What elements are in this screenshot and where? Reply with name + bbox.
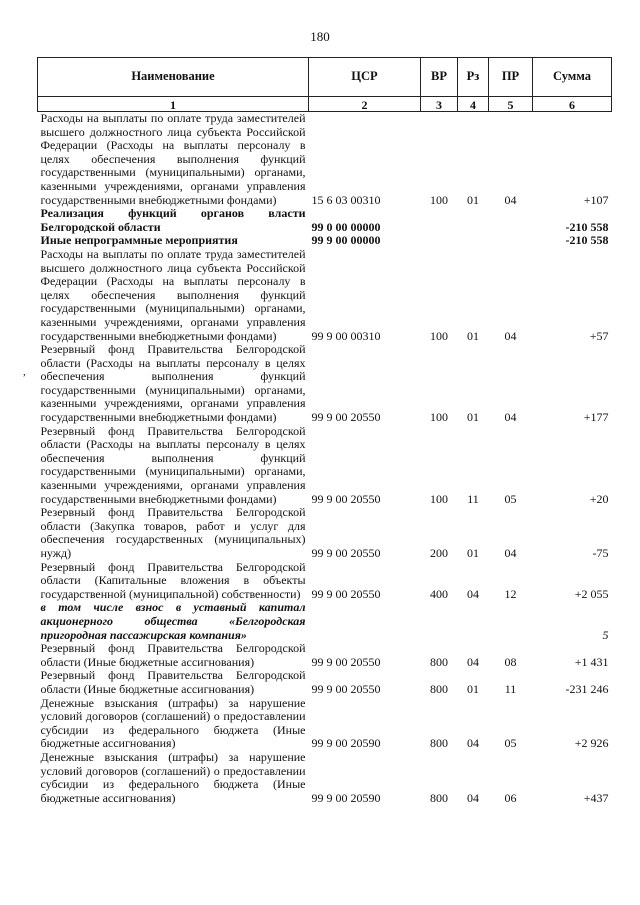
- budget-table: [37, 57, 612, 805]
- row-vr: 400: [430, 586, 448, 601]
- row-name: Резервный фонд Правительства Белгородской области (Расходы на выплаты персоналу в целях обеспечения выполнения функций государственными (муниципальными) органами, казенными учреждениями, органами управления государственными внебюджетными фондами): [40, 342, 306, 425]
- row-vr: 800: [430, 681, 448, 696]
- header-row: [38, 58, 612, 97]
- row-vr: [421, 601, 458, 642]
- row-name: Резервный фонд Правительства Белгородской области (Иные бюджетные ассигнования): [40, 668, 306, 696]
- column-number: 1: [38, 97, 309, 112]
- row-csr: 99 9 00 00000: [311, 233, 381, 248]
- column-number: 2: [309, 97, 421, 112]
- row-sum: -210 558: [565, 219, 609, 234]
- row-rz: 04: [467, 790, 479, 805]
- row-name: Резервный фонд Правительства Белгородской области (Расходы на выплаты персоналу в целях обеспечения выполнения функций государственными (муниципальными) органами, казенными учреждениями, органами управления государственными внебюджетными фондами): [40, 423, 306, 506]
- row-sum: +2 055: [574, 586, 609, 601]
- row-vr: 800: [430, 654, 448, 669]
- row-rz: 01: [467, 546, 479, 560]
- row-pr: 05: [504, 491, 517, 506]
- row-pr: 08: [504, 654, 517, 669]
- row-rz: 04: [467, 586, 479, 601]
- row-sum: -210 558: [565, 233, 609, 248]
- table-row: [38, 425, 612, 507]
- row-pr: [489, 234, 533, 248]
- row-csr: 99 9 00 20590: [311, 736, 381, 751]
- row-vr: [421, 234, 458, 248]
- row-vr: 100: [430, 328, 448, 343]
- row-rz: [458, 601, 489, 642]
- row-csr: 99 9 00 20550: [311, 681, 381, 696]
- row-sum: +1 431: [574, 654, 609, 669]
- table-row: [38, 112, 612, 208]
- row-sum: +107: [583, 192, 609, 207]
- row-sum: 5: [602, 627, 609, 642]
- table-row: [38, 669, 612, 696]
- row-vr: 800: [430, 736, 448, 751]
- row-vr: 100: [430, 192, 448, 207]
- row-rz: 04: [467, 654, 479, 669]
- row-csr: 15 6 03 00310: [311, 192, 381, 207]
- row-vr: 200: [430, 546, 448, 560]
- header-pr: ПР: [489, 58, 533, 97]
- row-csr: 99 9 00 20550: [311, 410, 381, 425]
- row-sum: +2 926: [574, 736, 609, 751]
- row-vr: 100: [430, 491, 448, 506]
- table-row: [38, 506, 612, 560]
- table-row: [38, 601, 612, 642]
- row-csr: 99 0 00 00000: [311, 219, 381, 234]
- column-number: 4: [458, 97, 489, 112]
- table-row: [38, 697, 612, 751]
- row-pr: 04: [504, 410, 517, 425]
- row-rz: 01: [467, 192, 479, 207]
- table-row: [38, 207, 612, 234]
- row-vr: [421, 207, 458, 234]
- column-number: 6: [533, 97, 612, 112]
- row-sum: -231 246: [565, 681, 609, 696]
- row-name: в том числе взнос в уставный капитал акционерного общества «Белгородская пригородная пассажирская компания»: [40, 600, 306, 642]
- row-sum: +177: [583, 410, 609, 425]
- row-csr: 99 9 00 20550: [311, 491, 381, 506]
- column-number-row: [38, 97, 612, 112]
- header-name: Наименование: [38, 58, 309, 97]
- row-pr: 04: [504, 546, 517, 560]
- row-rz: [458, 207, 489, 234]
- row-csr: 99 9 00 20550: [311, 546, 381, 560]
- row-pr: 11: [504, 681, 517, 696]
- row-name: Расходы на выплаты по оплате труда заместителей высшего должностного лица субъекта Российской Федерации (Расходы на выплаты персоналу в целях обеспечения выполнения функций государственными (муниципальными) органами, казенными учреждениями, органами управления государственными внебюджетными фондами): [40, 111, 306, 207]
- row-rz: 11: [467, 491, 479, 506]
- header-vr: ВР: [421, 58, 458, 97]
- row-sum: +437: [583, 790, 609, 805]
- stray-mark: ,: [23, 366, 26, 378]
- row-rz: [458, 234, 489, 248]
- table-row: [38, 343, 612, 425]
- row-rz: 04: [467, 736, 479, 751]
- column-number: 5: [489, 97, 533, 112]
- table-row: [38, 751, 612, 805]
- row-vr: 800: [430, 790, 448, 805]
- row-pr: [489, 207, 533, 234]
- table-row: [38, 642, 612, 669]
- table-row: [38, 248, 612, 343]
- row-pr: 04: [504, 328, 517, 343]
- row-name: Расходы на выплаты по оплате труда заместителей высшего должностного лица субъекта Российской Федерации (Расходы на выплаты персоналу в целях обеспечения выполнения функций государственными (муниципальными) органами, казенными учреждениями, органами управления государственными внебюджетными фондами): [40, 246, 306, 343]
- table-row: [38, 561, 612, 602]
- row-pr: [489, 601, 533, 642]
- row-name: Резервный фонд Правительства Белгородской области (Закупка товаров, работ и услуг для обеспечения государственных (муниципальных) нужд): [40, 505, 306, 560]
- row-sum: +57: [589, 328, 609, 343]
- row-csr: 99 9 00 20550: [311, 654, 381, 669]
- row-name: Иные непрограммные мероприятия: [40, 233, 238, 248]
- row-name: Резервный фонд Правительства Белгородской области (Капитальные вложения в объекты государственной (муниципальной) собственности): [40, 559, 306, 601]
- row-name: Реализация функций органов власти Белгородской области: [40, 206, 306, 234]
- row-name: Резервный фонд Правительства Белгородской области (Иные бюджетные ассигнования): [40, 641, 306, 669]
- row-csr: 99 9 00 20550: [311, 586, 381, 601]
- row-name: Денежные взыскания (штрафы) за нарушение условий договоров (соглашений) о предоставлении субсидии из федерального бюджета (Иные бюджетные ассигнования): [40, 749, 306, 805]
- row-pr: 04: [504, 192, 517, 207]
- table-row: [38, 234, 612, 248]
- row-sum: +20: [589, 491, 609, 506]
- header-rz: Рз: [458, 58, 489, 97]
- row-name: Денежные взыскания (штрафы) за нарушение условий договоров (соглашений) о предоставлении субсидии из федерального бюджета (Иные бюджетные ассигнования): [40, 695, 306, 751]
- column-number: 3: [421, 97, 458, 112]
- row-csr: [309, 601, 421, 642]
- row-rz: 01: [467, 681, 479, 696]
- row-rz: 01: [467, 410, 479, 425]
- row-csr: 99 9 00 00310: [311, 328, 381, 343]
- header-sum: Сумма: [533, 58, 612, 97]
- row-sum: -75: [592, 546, 609, 560]
- row-vr: 100: [430, 410, 448, 425]
- row-rz: 01: [467, 328, 479, 343]
- row-pr: 05: [504, 736, 517, 751]
- header-csr: ЦСР: [309, 58, 421, 97]
- row-pr: 12: [504, 586, 517, 601]
- table-body: [38, 112, 612, 806]
- row-pr: 06: [504, 790, 517, 805]
- row-csr: 99 9 00 20590: [311, 790, 381, 805]
- page-number: 180: [310, 29, 330, 44]
